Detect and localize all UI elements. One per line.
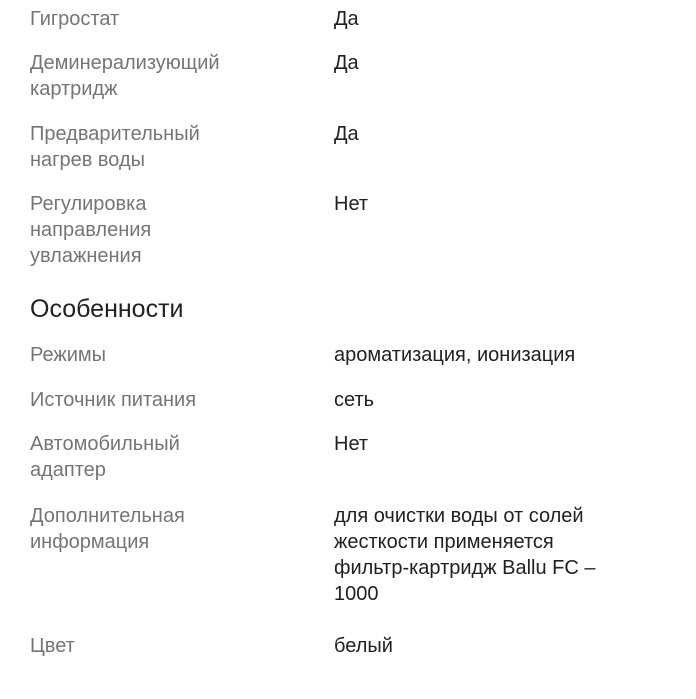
section-title-features: Особенности [30, 295, 184, 323]
spec-value: ароматизация, ионизация [334, 344, 576, 366]
spec-value: белый [334, 635, 393, 657]
spec-value: Да [334, 123, 359, 145]
spec-label: Автомобильный адаптер [30, 433, 180, 481]
spec-value: Да [334, 52, 359, 74]
spec-value: Да [334, 8, 359, 30]
spec-label: Гигростат [30, 8, 120, 30]
spec-label: Дополнительная информация [30, 505, 185, 553]
spec-label: Регулировка направления увлажнения [30, 193, 152, 267]
spec-label: Деминерализующий картридж [30, 52, 220, 100]
spec-value: Нет [334, 433, 369, 455]
spec-label: Режимы [30, 344, 107, 366]
spec-value: сеть [334, 389, 375, 411]
spec-value: для очистки воды от солей жесткости применяется фильтр-картридж Ballu FC – 1000 [334, 505, 596, 605]
spec-label: Цвет [30, 635, 75, 657]
spec-label: Источник питания [30, 389, 197, 411]
spec-label: Предварительный нагрев воды [30, 123, 200, 171]
spec-value: Нет [334, 193, 369, 215]
